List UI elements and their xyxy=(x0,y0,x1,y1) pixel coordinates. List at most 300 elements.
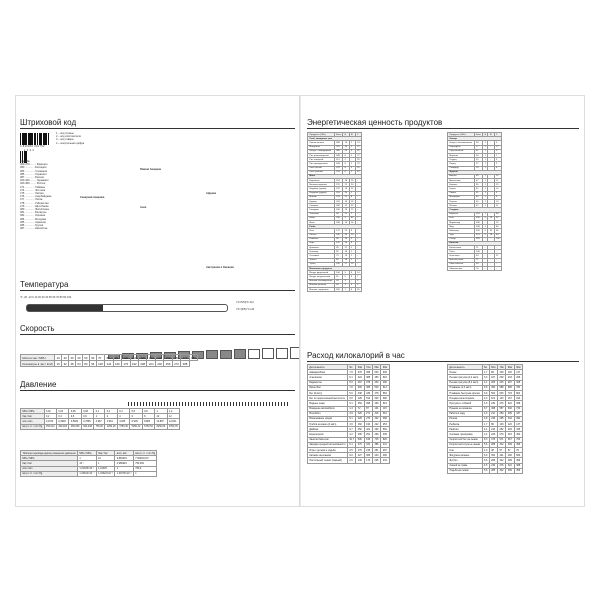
kcal-cell: 378 xyxy=(356,370,364,375)
kcal-cell: 87 xyxy=(364,406,372,411)
energy-cell: 308 xyxy=(474,225,483,229)
energy-cell: 80 xyxy=(494,225,501,229)
energy-cell: - xyxy=(488,250,494,254)
energy-cell: 153 xyxy=(334,195,343,199)
kcal-cell: Прогулка с собакой xyxy=(448,401,483,406)
kcal-cell: Поездка на мотоцикле xyxy=(448,396,483,401)
energy-cell: - xyxy=(488,258,494,262)
pressure-cell: 4,935 xyxy=(117,419,129,424)
country-code-row: 385 ............. Хорватия xyxy=(20,172,47,176)
energy-cell: 2 xyxy=(349,141,355,145)
kcal-cell: 348 xyxy=(356,390,364,395)
kcal-cell: 4,5 xyxy=(484,401,488,405)
energy-cell: - xyxy=(488,183,494,187)
energy-cell: 1 xyxy=(483,179,488,183)
kcal-cell: 640 xyxy=(506,406,514,411)
kcal-cell: 251 xyxy=(373,448,381,453)
energy-cell: 23 xyxy=(494,183,501,187)
energy-cell: 3 xyxy=(494,158,501,162)
energy-cell: Индейка (тушка) xyxy=(308,187,335,191)
kcal-cell: 285 xyxy=(489,468,497,473)
kcal-cell: 588 xyxy=(498,385,506,390)
speed-block xyxy=(220,350,232,359)
kcal-cell: 465 xyxy=(364,385,372,390)
kcal-cell: 322 xyxy=(373,416,381,421)
kcal-cell: Волейбол xyxy=(308,411,348,416)
pressure-cell: 450,036 xyxy=(70,425,80,429)
energy-cell: 21 xyxy=(344,246,348,249)
kcal-cell: 4,5 xyxy=(484,464,488,468)
speed-kmh-cell: 16 xyxy=(56,361,60,366)
pressure-cell: 0,2 xyxy=(105,409,117,414)
country-code-row: 460-469 ........ Россия xyxy=(20,182,46,186)
energy-group-name: Рыба xyxy=(308,225,362,229)
energy-cell: 45 xyxy=(474,200,483,204)
country-code-row: 477 ............. Литва xyxy=(20,198,43,202)
energy-cell: - xyxy=(488,220,494,224)
speed-block xyxy=(276,348,288,359)
energy-cell: 1 xyxy=(349,162,355,166)
pressure-cell: 0,5922 xyxy=(69,419,81,424)
kcal-cell: Плавание быстрым кролем xyxy=(448,390,483,395)
speed-mph-cell: 130 xyxy=(148,355,154,360)
kcal-cell: 246 xyxy=(498,380,506,385)
energy-cell: 14 xyxy=(357,271,360,274)
kcal-header-cell: Деятельность xyxy=(308,365,348,370)
energy-cell: Апельсины xyxy=(448,179,475,183)
energy-cell: 33 xyxy=(474,153,483,157)
barcode-indices: 1 2 3 4 xyxy=(24,149,35,152)
energy-cell: Кальмар xyxy=(308,250,335,254)
country-code-row: 482 ............. Украина xyxy=(20,214,46,218)
country-code-row: 481 ............. Беларусь xyxy=(20,211,47,215)
kcal-cell: 734 xyxy=(514,406,522,411)
energy-cell: 11 xyxy=(494,204,501,208)
energy-cell: 18 xyxy=(489,234,493,237)
pressure-cell: 0,7896 xyxy=(81,419,93,424)
energy-cell: Морковь xyxy=(448,153,475,157)
energy-cell: - xyxy=(355,204,361,208)
energy-cell: 14 xyxy=(489,217,493,220)
conv-cell: 10⁻¹ xyxy=(78,461,97,466)
pressure-row-label: МПа / MPa xyxy=(21,409,45,414)
energy-cell: 6 xyxy=(349,241,355,245)
kcal-cell: 421 xyxy=(498,453,506,458)
kcal-cell: 179 xyxy=(356,448,364,453)
pressure-cell: 0,2 xyxy=(44,414,56,419)
speed-title: Скорость xyxy=(20,324,55,333)
country-code-row: 480 ............. Филиппины xyxy=(20,208,50,212)
country-code-row: 475 ............. Латвия xyxy=(20,192,44,196)
kcal-cell: 211 xyxy=(489,411,497,416)
kcal-cell: Зарядка средней интенсивности xyxy=(309,443,346,447)
kcal-cell: 294 xyxy=(506,427,514,432)
kcal-cell: 4,8 xyxy=(484,417,488,421)
barcode-legend xyxy=(56,132,84,145)
energy-cell: - xyxy=(355,233,361,237)
speed-block xyxy=(248,349,260,359)
energy-cell: - xyxy=(494,250,501,254)
energy-cell: - xyxy=(483,237,488,241)
energy-cell: - xyxy=(355,208,361,212)
energy-cell: 1 xyxy=(483,153,488,157)
conv-header-cell: атм / atm xyxy=(115,451,134,456)
speed-mph-label: Мили в час / MPH xyxy=(21,355,55,361)
energy-cell: - xyxy=(355,187,361,191)
energy-cell: 2 xyxy=(349,166,355,170)
kcal-cell: 4,2 xyxy=(347,432,355,437)
energy-cell: 3 xyxy=(343,216,349,220)
energy-cell: Мандарин xyxy=(448,195,475,199)
kcal-header-cell: 5кг xyxy=(484,365,488,369)
energy-cell: 1 xyxy=(483,187,488,191)
energy-cell: 77 xyxy=(474,145,483,149)
energy-cell: 349 xyxy=(334,153,343,157)
barcode-legend-item: 1 – код страны xyxy=(56,132,74,135)
kcal-cell: 703 xyxy=(506,390,514,395)
kcal-cell: 784 xyxy=(514,385,522,390)
kcal-cell: 399 xyxy=(506,468,514,473)
energy-cell: 76 xyxy=(474,267,483,271)
energy-cell: - xyxy=(355,220,361,224)
barcode-title: Штриховой код xyxy=(20,118,77,127)
pressure-cell: 1 xyxy=(155,409,167,414)
country-code-row: 387 ............. Босния xyxy=(20,176,44,180)
kcal-cell: 101 xyxy=(373,406,381,411)
energy-cell: 122 xyxy=(334,241,343,245)
energy-cell: Мёд xyxy=(448,225,475,229)
energy-cell: 23 xyxy=(474,166,483,170)
energy-cell: - xyxy=(355,229,361,233)
kcal-cell: Фигурное катание xyxy=(448,453,483,458)
energy-cell: 22 xyxy=(344,183,348,186)
speed-mph-cell: 30 xyxy=(70,355,74,360)
kcal-header-cell: 70кг xyxy=(366,365,371,369)
energy-cell: Перец xyxy=(448,162,475,166)
speed-mph-cell: 20 xyxy=(63,355,67,360)
temperature-rule xyxy=(20,290,295,291)
kcal-header-cell: 80кг xyxy=(507,365,513,369)
kcal-cell: 361 xyxy=(381,411,389,416)
pressure-cell: 1,2 xyxy=(167,409,179,414)
speed-mph-cell: 150 xyxy=(165,355,171,360)
energy-cell: 11 xyxy=(494,179,501,183)
kcal-cell: 428 xyxy=(356,396,364,401)
north-america-label: Северная Америка xyxy=(80,196,105,199)
energy-cell: 1 xyxy=(483,212,488,216)
kcal-cell: 322 xyxy=(506,463,514,468)
energy-group-name: Мясо xyxy=(308,174,362,178)
pressure-cell: 0,8 xyxy=(142,409,154,414)
energy-cell: 208 xyxy=(334,220,343,224)
pressure-cell: 0,06 xyxy=(69,409,81,414)
energy-cell: 10 xyxy=(350,234,354,237)
energy-cell: 71 xyxy=(357,146,360,149)
energy-cell: 16 xyxy=(350,221,354,224)
kcal-cell: 609 xyxy=(381,370,389,375)
energy-cell: 2 xyxy=(349,237,355,241)
country-code-row: 476 ............. Азербайджан xyxy=(20,195,52,199)
energy-cell: 2 xyxy=(343,158,349,162)
energy-cell: 350 xyxy=(474,216,483,220)
energy-cell: 64 xyxy=(334,283,343,287)
energy-cell: 95 xyxy=(334,246,343,250)
energy-cell: - xyxy=(355,258,361,262)
speed-mph-cell: 60 xyxy=(91,355,95,360)
europe-label: Европа xyxy=(20,160,30,163)
kcal-cell: 519 xyxy=(381,401,389,406)
energy-group-name: Фрукты xyxy=(448,170,502,174)
energy-group-name: Овощи xyxy=(448,137,502,141)
energy-cell: 52 xyxy=(357,150,360,153)
speed-table xyxy=(20,354,198,367)
kcal-cell: 502 xyxy=(489,390,497,395)
speed-kmh-cell: 288 xyxy=(182,361,188,366)
energy-cell: Рис длиннозерный xyxy=(308,153,335,157)
speed-block xyxy=(234,349,246,359)
speed-kmh-row xyxy=(21,361,198,367)
pressure-cell: 300,024 xyxy=(58,425,68,429)
pressure-cell: 0,987 xyxy=(94,419,105,424)
energy-cell: 42 xyxy=(357,171,360,174)
kcal-cell: 453 xyxy=(373,375,381,380)
energy-cell: Рис пропаренный xyxy=(308,162,335,166)
barcode-legend-item: 2 – код изготовителя xyxy=(56,135,81,139)
energy-cell: 5 xyxy=(494,141,501,145)
energy-cell: 1 xyxy=(349,254,355,258)
energy-cell: 276 xyxy=(334,187,343,191)
conv-row xyxy=(21,471,157,476)
kcal-cell: 458 xyxy=(364,370,372,375)
energy-cell: 23 xyxy=(344,234,348,237)
energy-cell: 23 xyxy=(344,150,348,153)
energy-header-cell: Б xyxy=(343,133,349,137)
kcal-cell: 554 xyxy=(381,390,389,395)
kcal-cell: 115 xyxy=(381,406,389,411)
energy-cell: 69 xyxy=(494,212,501,216)
pressure-cell: 6 xyxy=(130,414,142,419)
energy-rule xyxy=(307,128,579,129)
energy-cell: - xyxy=(483,262,488,266)
energy-cell: 35 xyxy=(489,229,493,232)
energy-cell: Курица xyxy=(308,200,335,204)
energy-cell: Молоко обезжиренное xyxy=(309,280,333,283)
left-page xyxy=(16,96,299,506)
energy-cell: 22 xyxy=(350,188,354,191)
speed-mph-cell: 110 xyxy=(130,355,138,361)
kcal-cell: 316 xyxy=(356,380,364,385)
energy-cell: - xyxy=(488,187,494,191)
energy-cell: 8 xyxy=(349,195,355,199)
energy-cell: Кока-кола xyxy=(448,254,475,258)
kcal-cell: 287 xyxy=(506,380,514,385)
kcal-cell: 6,0 xyxy=(347,453,355,458)
energy-cell: 750 xyxy=(334,216,343,220)
pressure-cell: 0,6 xyxy=(130,409,142,414)
kcal-cell: 9,9 xyxy=(484,391,488,395)
energy-cell: Шоколад xyxy=(448,229,475,233)
energy-cell: 92 xyxy=(334,250,343,254)
kcal-cell: 285 xyxy=(489,442,497,447)
energy-cell: - xyxy=(494,267,501,271)
temp-formula-f: t°F=(9/5)t°C+32 xyxy=(236,308,255,311)
energy-cell: 1 xyxy=(349,153,355,157)
speed-mph-cell: 50 xyxy=(84,355,88,360)
energy-cell: - xyxy=(488,145,494,149)
conv-cell: 1 xyxy=(78,456,97,461)
kcal-cell: 167 xyxy=(489,375,497,380)
energy-cell: - xyxy=(355,212,361,216)
kcal-cell: 360 xyxy=(514,432,522,437)
energy-cell: - xyxy=(483,246,488,250)
energy-group-name: Сладкое xyxy=(448,208,502,212)
kcal-cell: 210 xyxy=(489,427,497,432)
energy-cell: 52 xyxy=(494,216,501,220)
energy-cell: 9 xyxy=(349,229,355,233)
energy-cell: - xyxy=(488,225,494,229)
kcal-cell: 270 xyxy=(498,432,506,437)
energy-cell: Индейка (грудка) xyxy=(308,191,335,195)
kcal-cell: 276 xyxy=(498,401,506,406)
kcal-cell: 285 xyxy=(489,458,497,463)
energy-cell: 71 xyxy=(474,258,483,262)
energy-cell: 7 xyxy=(343,287,349,291)
kcal-cell: 804 xyxy=(514,390,522,395)
energy-cell: 19 xyxy=(350,200,354,203)
kcal-cell: 327 xyxy=(356,453,364,458)
kcal-cell: 557 xyxy=(498,406,506,411)
energy-cell: 14 xyxy=(344,141,348,144)
energy-cell: Лапша яичная xyxy=(308,141,335,145)
kcal-cell: Хоккей на траве xyxy=(448,463,483,468)
energy-cell: Помидор xyxy=(448,166,475,170)
kcal-cell: 350 xyxy=(356,427,364,432)
kcal-cell: Пение xyxy=(448,370,483,375)
oceania-label: Австралия и Океания xyxy=(206,266,234,269)
energy-cell: Торт xyxy=(448,233,475,237)
kcal-cell: 365 xyxy=(364,453,372,458)
energy-cell: 3 xyxy=(494,191,501,195)
barcode-rule xyxy=(20,128,295,129)
energy-cell: - xyxy=(488,262,494,266)
pressure-cell: 6,909 xyxy=(130,419,142,424)
energy-cell: 42 xyxy=(474,187,483,191)
kcal-cell: 336 xyxy=(514,427,522,432)
kcal-cell: 603 xyxy=(498,390,506,395)
conv-cell: атм / atm xyxy=(21,466,78,471)
energy-cell: - xyxy=(488,158,494,162)
energy-cell: 5 xyxy=(355,279,361,283)
kcal-cell: 3,5 xyxy=(347,448,355,453)
kcal-cell: 456 xyxy=(514,442,522,447)
kcal-cell: 266 xyxy=(514,375,522,380)
kcal-cell: 276 xyxy=(356,442,364,447)
energy-row xyxy=(448,267,502,271)
notebook-spread xyxy=(16,96,584,506)
kcal-cell: Езда верхом xyxy=(308,432,348,437)
kcal-cell: 368 xyxy=(514,401,522,406)
energy-cell: 105 xyxy=(334,191,343,195)
conv-cell: 750,062 xyxy=(133,461,157,466)
energy-cell: 1 xyxy=(483,225,488,229)
barcode-legend-item: 4 – контрольная цифра xyxy=(56,141,85,145)
energy-cell: - xyxy=(488,179,494,183)
barcode-legend-item: 3 – код товара xyxy=(56,138,74,142)
energy-cell: 240 xyxy=(474,250,483,254)
energy-cell: 2 xyxy=(483,141,488,145)
speed-kmh-cell: 32 xyxy=(63,361,67,366)
kcal-cell: 103 xyxy=(498,422,506,427)
energy-cell: - xyxy=(355,250,361,254)
pressure-cell: 10 xyxy=(155,414,167,419)
energy-cell: 1 xyxy=(349,170,355,174)
speed-rule xyxy=(20,334,295,335)
conv-cell: 9,869233 xyxy=(115,456,134,461)
energy-cell: - xyxy=(355,246,361,250)
energy-cell: Пиво xyxy=(448,250,475,254)
energy-cell: 22 xyxy=(344,229,348,232)
energy-cell: 3 xyxy=(343,279,349,283)
energy-cell: 535 xyxy=(474,229,483,233)
energy-cell: 337 xyxy=(334,145,343,149)
kcal-cell: 342 xyxy=(498,468,506,473)
kcal-header-cell: 90кг xyxy=(516,365,521,369)
kcal-cell: Скоростной бег на лыжах xyxy=(448,437,483,442)
kcal-header-cell: 90кг xyxy=(382,365,388,369)
energy-cell: 27 xyxy=(344,263,348,266)
speed-block xyxy=(290,347,299,359)
kcal-cell: 386 xyxy=(373,442,381,447)
country-code-row: 478 ............. Узбекистан xyxy=(20,201,49,205)
energy-cell: Говядина xyxy=(308,208,335,212)
energy-cell: 18 xyxy=(344,250,348,253)
energy-cell: 34 xyxy=(334,279,343,283)
conv-cell: 760,0 xyxy=(133,466,157,471)
energy-cell: 32 xyxy=(350,204,354,207)
kcal-cell: Вскапывание грядок xyxy=(308,416,348,421)
energy-cell: - xyxy=(488,212,494,216)
kcal-cell: 322 xyxy=(506,401,514,406)
kcal-cell: 315 xyxy=(506,432,514,437)
kcal-cell: 335 xyxy=(381,432,389,437)
energy-cell: - xyxy=(355,195,361,199)
kcal-cell: 295 xyxy=(498,416,506,421)
conv-cell: 1 xyxy=(115,466,134,471)
kcal-cell: 2,3 xyxy=(484,396,488,400)
kcal-cell: 368 xyxy=(514,463,522,468)
conv-cell: 1,31579×10⁻³ xyxy=(116,472,132,476)
kcal-cell: 331 xyxy=(364,442,372,447)
kcal-cell: 295 xyxy=(506,411,514,416)
kcal-cell: 490 xyxy=(373,427,381,432)
speed-mph-cell: 140 xyxy=(157,355,162,360)
energy-cell: Хлеб ржаной xyxy=(308,170,335,174)
kcal-cell: 518 xyxy=(381,375,389,380)
energy-cell: Карп xyxy=(308,241,335,245)
energy-cell: Креветки xyxy=(308,246,335,250)
thermometer xyxy=(26,304,228,312)
energy-cell: - xyxy=(488,200,494,204)
energy-cell: 9 xyxy=(494,195,501,199)
kcal-cell: 506 xyxy=(356,437,364,442)
kcal-cell: 1,7 xyxy=(484,370,488,374)
conv-cell: 1,33322×10⁻³ xyxy=(98,472,113,476)
kcal-cell: 271 xyxy=(364,411,372,416)
energy-group-name: Хлеб, макароны, рис xyxy=(308,137,362,141)
kcal-cell: 430 xyxy=(373,380,381,385)
speed-kmh-cell: 176 xyxy=(123,361,129,366)
energy-cell: 7 xyxy=(494,153,501,157)
